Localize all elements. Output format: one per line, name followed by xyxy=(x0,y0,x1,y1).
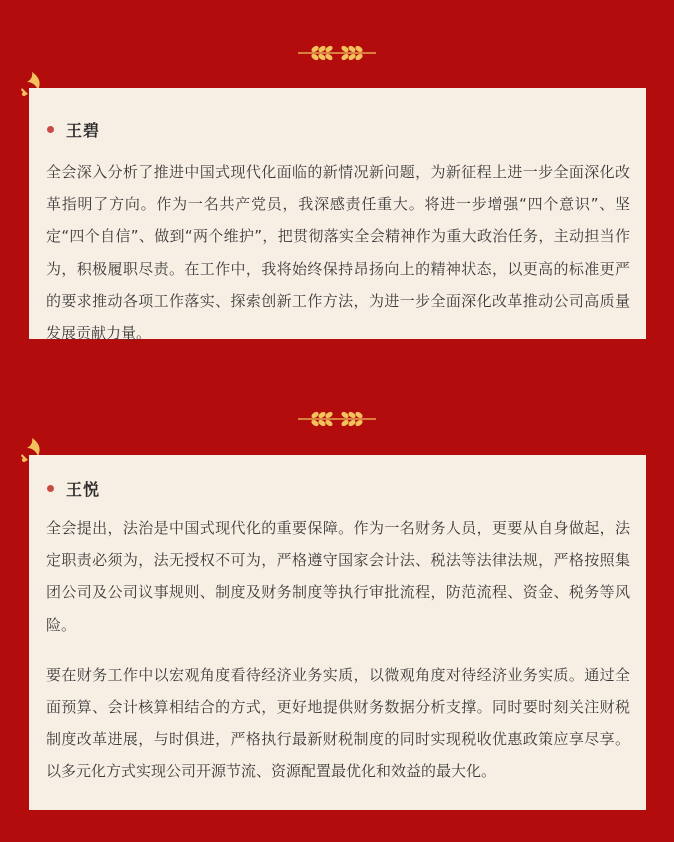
bullet-dot-icon xyxy=(47,485,54,492)
statement-card xyxy=(29,88,646,343)
author-name: 王悦 xyxy=(66,479,101,499)
wheat-divider-ornament xyxy=(0,43,674,63)
statement-paragraph: 全会提出，法治是中国式现代化的重要保障。作为一名财务人员，更要从自身做起，法定职责必须为，法无授权不可为，严格遵守国家会计法、税法等法律法规，严格按照集团公司及公司议事规则、制度及财务制度等执行审批流程，防范流程、资金、税务等风险。 xyxy=(46,519,630,634)
card-header xyxy=(46,118,630,140)
statement-paragraph: 全会深入分析了推进中国式现代化面临的新情况新问题，为新征程上进一步全面深化改革指明了方向。作为一名共产党员，我深感责任重大。将进一步增强“四个意识”、坚定“四个自信”、做到“两个维护”，把贯彻落实全会精神作为重大政治任务，主动担当作为，积极履职尽责。在工作中，我将始终保持昂扬向上的精神状态，以更高的标准更严的要求推动各项工作落实、探索创新工作方法，为进一步全面深化改革推动公司高质量发展贡献力量。 xyxy=(46,163,630,343)
author-name: 王碧 xyxy=(66,120,101,140)
statement-paragraph: 要在财务工作中以宏观角度看待经济业务实质，以微观角度对待经济业务实质。通过全面预算、会计核算相结合的方式，更好地提供财务数据分析支撑。同时要时刻关注财税制度改革进展，与时俱进，严格执行最新财税制度的同时实现税收优惠政策应享尽享。以多元化方式实现公司开源节流、资源配置最优化和效益的最大化。 xyxy=(46,665,630,781)
wheat-divider-ornament xyxy=(0,409,674,429)
card-header xyxy=(46,477,630,499)
bullet-dot-icon xyxy=(47,126,54,133)
statement-card xyxy=(29,455,646,810)
